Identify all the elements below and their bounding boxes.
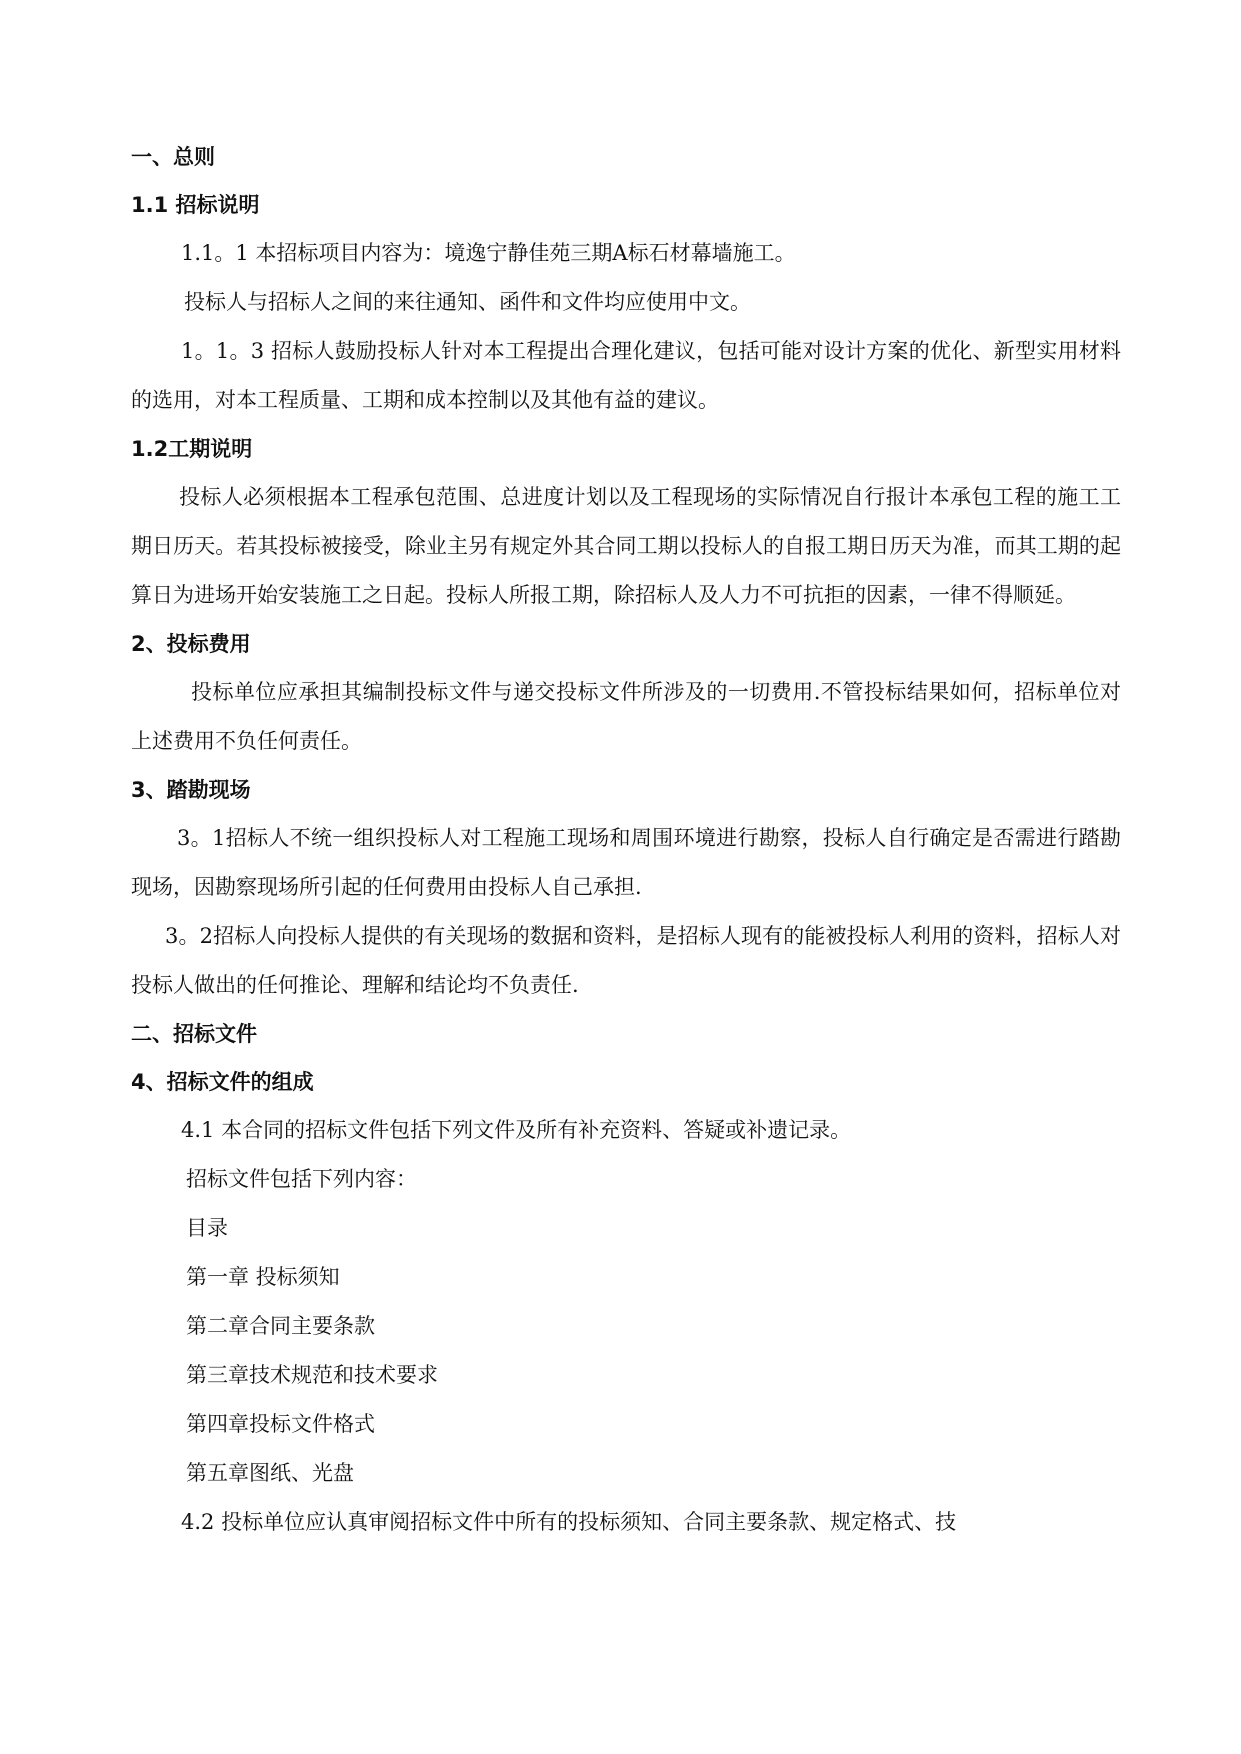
heading-tender-description: 1.1 招标说明 bbox=[131, 193, 260, 217]
paragraph-construction-period: 投标人必须根据本工程承包范围、总进度计划以及工程现场的实际情况自行报计本承包工程的施工工期日历天。若其投标被接受，除业主另有规定外其合同工期以投标人的自报工期日历天为准，而其工期的起算日为进场开始安装施工之日起。投标人所报工期，除招标人及人力不可抗拒的因素，一律不得顺延。 bbox=[131, 485, 1121, 607]
paragraph-language: 投标人与招标人之间的来往通知、函件和文件均应使用中文。 bbox=[184, 290, 751, 314]
document-body bbox=[131, 133, 1121, 1547]
heading-construction-period: 1.2工期说明 bbox=[131, 437, 253, 461]
list-item: 第五章图纸、光盘 bbox=[186, 1461, 354, 1485]
heading-tender-documents: 二、招标文件 bbox=[131, 1022, 257, 1046]
heading-bid-costs: 2、投标费用 bbox=[131, 632, 251, 656]
list-item: 第四章投标文件格式 bbox=[186, 1412, 375, 1436]
heading-site-visit: 3、踏勘现场 bbox=[131, 778, 251, 802]
paragraph-bid-costs: 投标单位应承担其编制投标文件与递交投标文件所涉及的一切费用.不管投标结果如何，招标单位对上述费用不负任何责任。 bbox=[131, 680, 1121, 753]
heading-document-composition: 4、招标文件的组成 bbox=[131, 1070, 314, 1094]
paragraph-3-1: 3。1招标人不统一组织投标人对工程施工现场和周围环境进行勘察，投标人自行确定是否需进行踏勘现场，因勘察现场所引起的任何费用由投标人自己承担. bbox=[131, 826, 1121, 899]
paragraph-1-1-1: 1.1。1 本招标项目内容为：境逸宁静佳苑三期A标石材幕墙施工。 bbox=[181, 241, 796, 265]
paragraph-4-1: 4.1 本合同的招标文件包括下列文件及所有补充资料、答疑或补遗记录。 bbox=[181, 1118, 852, 1142]
paragraph-1-1-3: 1。1。3 招标人鼓励投标人针对本工程提出合理化建议，包括可能对设计方案的优化、新型实用材料的选用，对本工程质量、工期和成本控制以及其他有益的建议。 bbox=[131, 339, 1121, 412]
list-item: 第二章合同主要条款 bbox=[186, 1314, 375, 1338]
list-item: 第一章 投标须知 bbox=[186, 1265, 340, 1289]
list-item: 目录 bbox=[186, 1216, 228, 1240]
heading-general: 一、总则 bbox=[131, 145, 215, 169]
paragraph-4-2: 4.2 投标单位应认真审阅招标文件中所有的投标须知、合同主要条款、规定格式、技 bbox=[181, 1510, 957, 1534]
list-item: 第三章技术规范和技术要求 bbox=[186, 1363, 438, 1387]
paragraph-3-2: 3。2招标人向投标人提供的有关现场的数据和资料，是招标人现有的能被投标人利用的资料，招标人对投标人做出的任何推论、理解和结论均不负责任. bbox=[131, 924, 1121, 997]
list-intro: 招标文件包括下列内容： bbox=[186, 1167, 417, 1191]
